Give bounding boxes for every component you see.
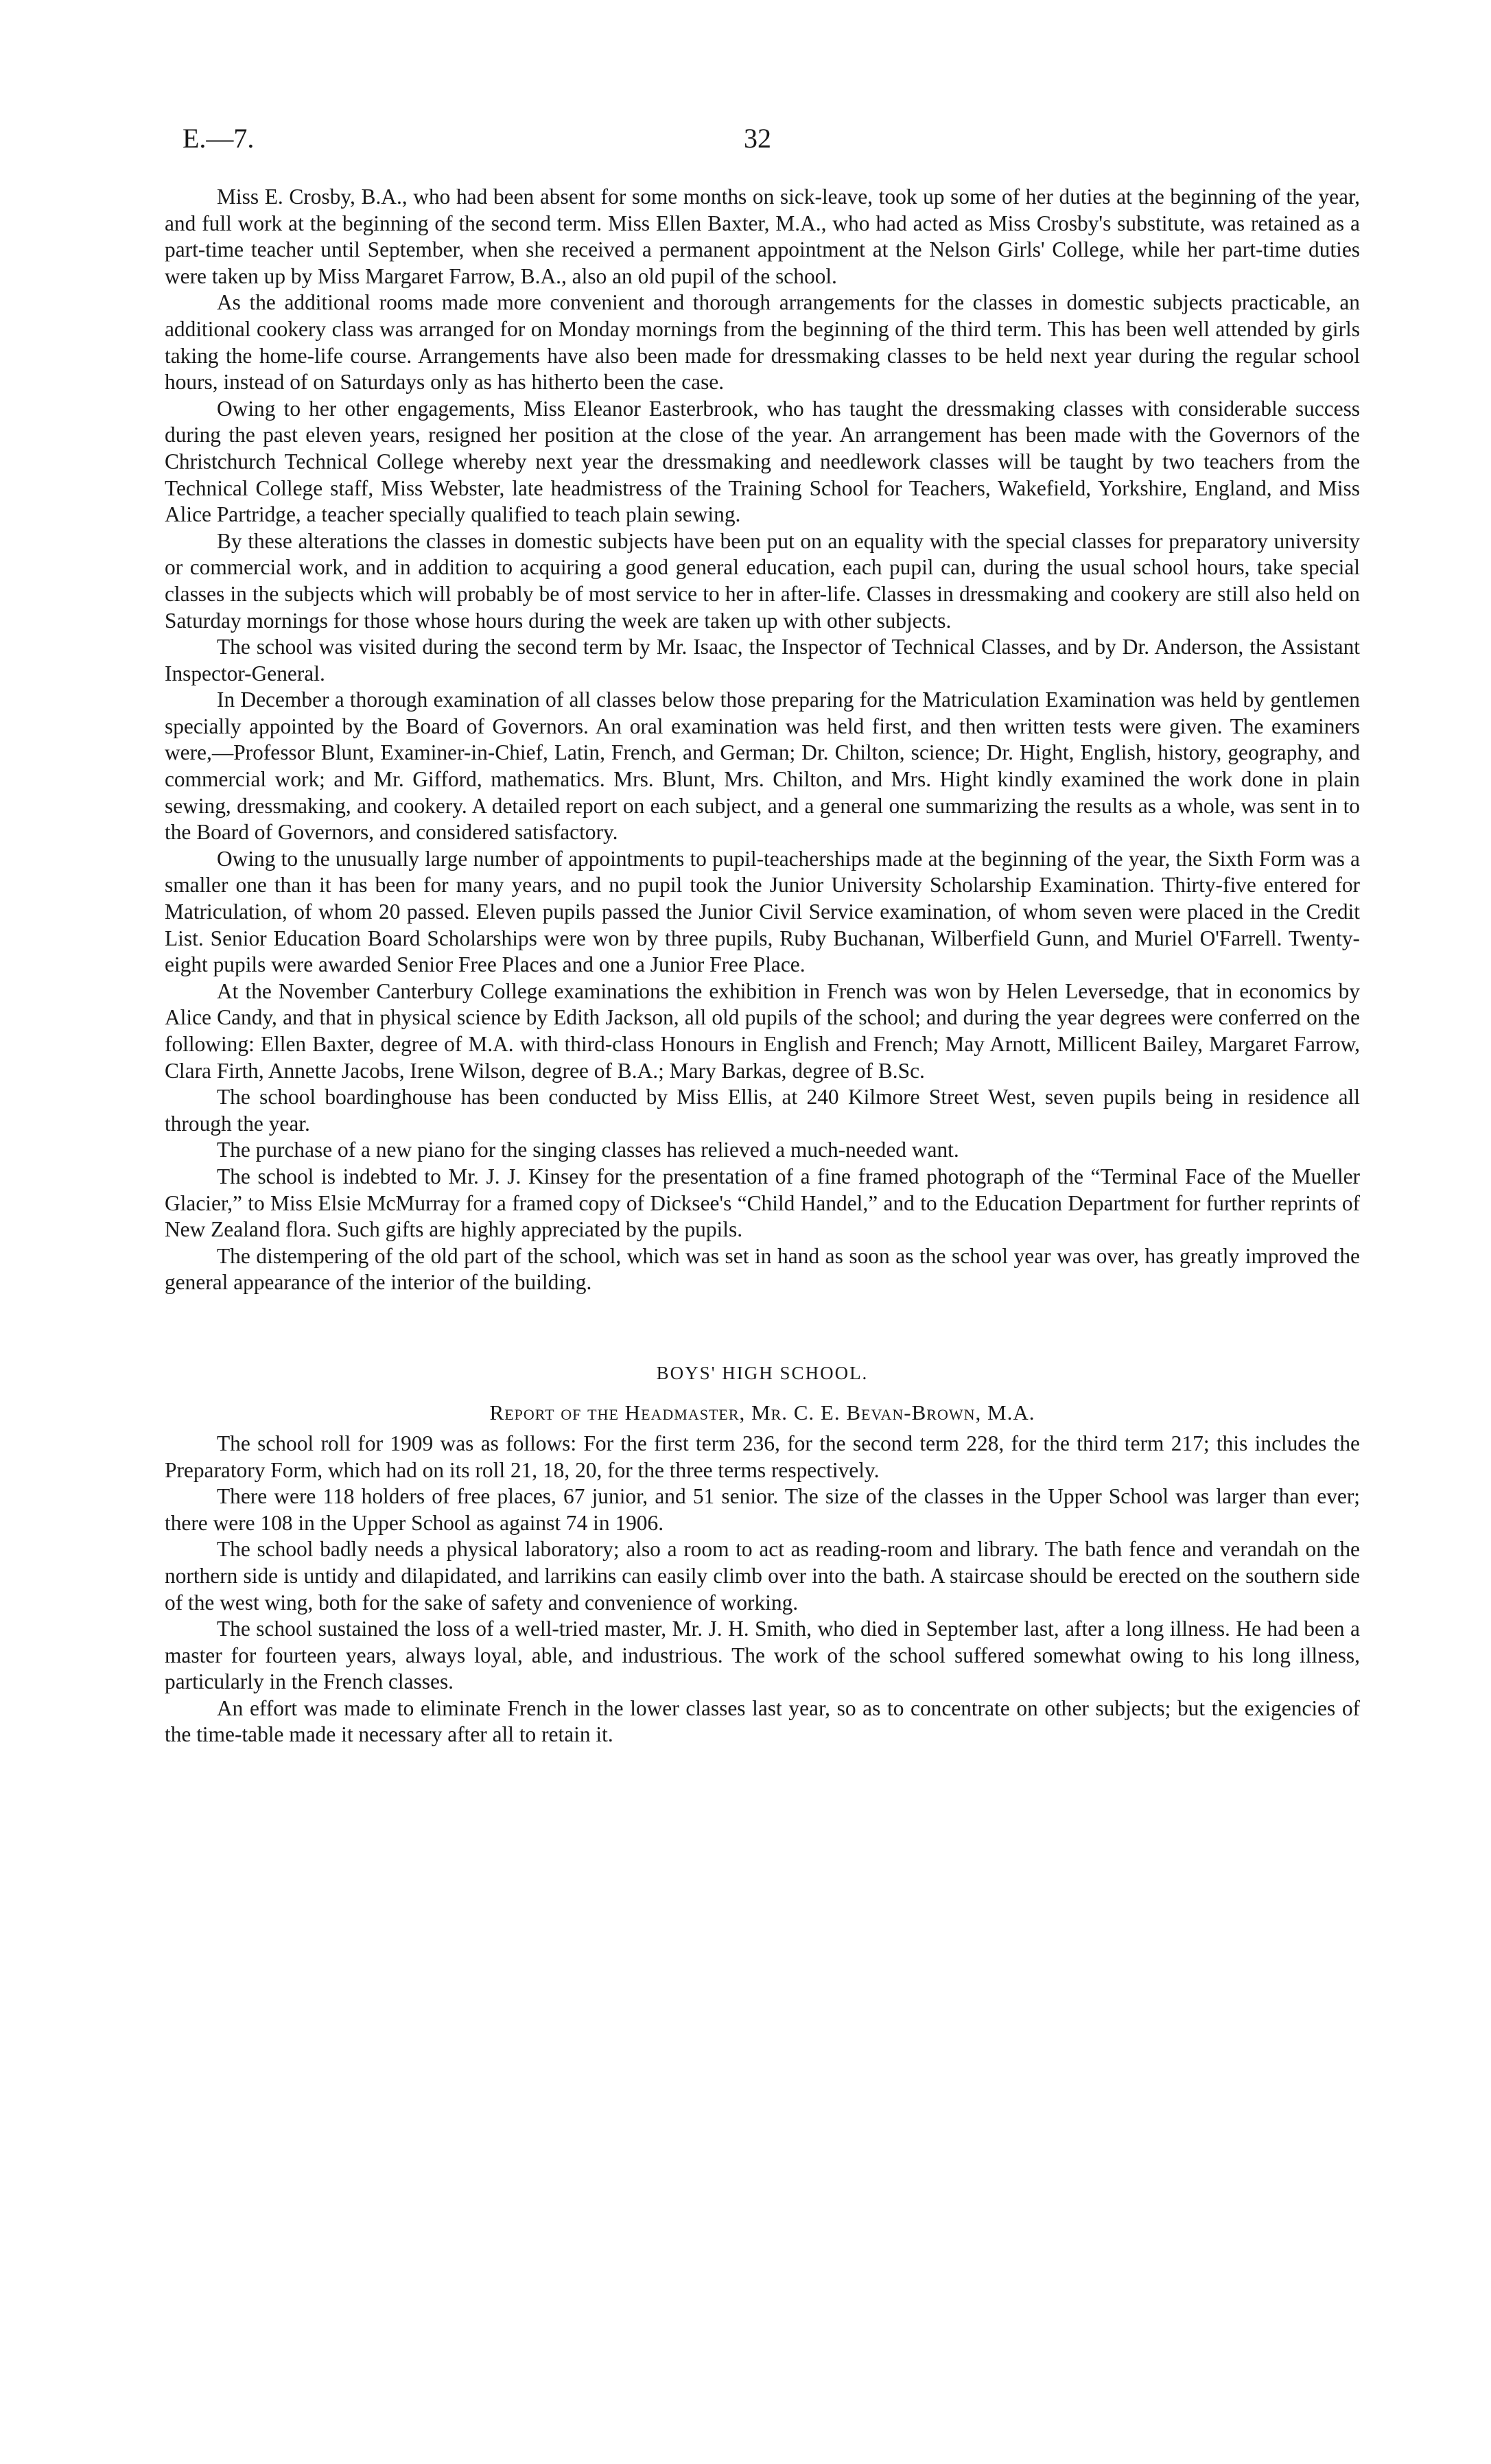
paragraph: Owing to her other engagements, Miss Eleanor Easterbrook, who has taught the dressmaking classes with considerable success during the past eleven years, resigned her position at the close of the year. An arrangement has been made with the Governors of the Christchurch Technical College whereby next year the dressmaking and needlework classes will be taught by two teachers from the Technical College staff, Miss Webster, late headmistress of the Training School for Teachers, Wakefield, Yorkshire, England, and Miss Alice Partridge, a teacher specially qualified to teach plain sewing. [165,396,1360,527]
paragraph: By these alterations the classes in domestic subjects have been put on an equality with the special classes for preparatory university or commercial work, and in addition to acquiring a good general education, each pupil can, during the usual school hours, take special classes in the subjects which will probably be of most service to her in after-life. Classes in dressmaking and cookery are still also held on Saturday mornings for those whose hours during the week are taken up with other subjects. [165,528,1360,633]
paragraph: Owing to the unusually large number of appointments to pupil-teacherships made at the beginning of the year, the Sixth Form was a smaller one than it has been for many years, and no pupil took the Junior University Scholarship Examination. Thirty-five entered for Matriculation, of whom 20 passed. Eleven pupils passed the Junior Civil Service examination, of whom seven were placed in the Credit List. Senior Education Board Scholarships were won by three pupils, Ruby Buchanan, Wilberfield Gunn, and Muriel O'Farrell. Twenty-eight pupils were awarded Senior Free Places and one a Junior Free Place. [165,846,1360,977]
document-reference: E.—7. [183,123,255,154]
page-number: 32 [744,123,771,154]
paragraph: The distempering of the old part of the school, which was set in hand as soon as the school year was over, has greatly improved the general appearance of the interior of the building. [165,1243,1360,1295]
paragraph: The purchase of a new piano for the singing classes has relieved a much-needed want. [217,1138,959,1162]
paragraph: The school was visited during the second term by Mr. Isaac, the Inspector of Technical Classes, and by Dr. Anderson, the Assistant Inspector-General. [165,635,1360,685]
paragraph: As the additional rooms made more convenient and thorough arrangements for the classes in domestic subjects practicable, an additional cookery class was arranged for on Monday mornings from the beginning of the third term. This has been well attended by girls taking the home-life course. Arrangements have also been made for dressmaking classes to be held next year during the regular school hours, instead of on Saturdays only as has hitherto been the case. [165,290,1360,395]
paragraph: The school is indebted to Mr. J. J. Kinsey for the presentation of a fine framed photograph of the “Terminal Face of the Mueller Glacier,” to Miss Elsie McMurray for a framed copy of Dicksee's “Child Handel,” and to the Education Department for further reprints of New Zealand flora. Such gifts are highly appreciated by the pupils. [165,1164,1360,1242]
paragraph: The school sustained the loss of a well-tried master, Mr. J. H. Smith, who died in September last, after a long illness. He had been a master for fourteen years, always loyal, able, and industrious. The work of the school suffered somewhat owing to his long illness, particularly in the French classes. [165,1617,1360,1694]
paragraph: In December a thorough examination of all classes below those preparing for the Matriculation Examination was held by gentlemen specially appointed by the Board of Governors. An oral examination was held first, and then written tests were given. The examiners were,—Professor Blunt, Examiner-in-Chief, Latin, French, and German; Dr. Chilton, science; Dr. Hight, English, history, geography, and commercial work; and Mr. Gifford, mathematics. Mrs. Blunt, Mrs. Chilton, and Mrs. Hight kindly examined the work done in plain sewing, dressmaking, and cookery. A detailed report on each subject, and a general one summarizing the results as a whole, was sent in to the Board of Governors, and considered satisfactory. [165,688,1360,845]
paragraph: Miss E. Crosby, B.A., who had been absent for some months on sick-leave, took up some of her duties at the beginning of the year, and full work at the beginning of the second term. Miss Ellen Baxter, M.A., who had acted as Miss Crosby's substitute, was retained as a part-time teacher until September, when she received a permanent appointment at the Nelson Girls' College, while her part-time duties were taken up by Miss Margaret Farrow, B.A., also an old pupil of the school. [165,185,1360,288]
page-header [183,122,1363,163]
paragraph: The school boardinghouse has been conducted by Miss Ellis, at 240 Kilmore Street West, seven pupils being in residence all through the year. [165,1085,1360,1136]
section-subheading: Report of the Headmaster, Mr. C. E. Bevan-Brown, M.A. [489,1400,1035,1424]
paragraph: At the November Canterbury College examinations the exhibition in French was won by Helen Leversedge, that in economics by Alice Candy, and that in physical science by Edith Jackson, all old pupils of the school; and during the year degrees were conferred on the following: Ellen Baxter, degree of M.A. with third-class Honours in English and French; May Arnott, Millicent Bailey, Margaret Farrow, Clara Firth, Annette Jacobs, Irene Wilson, degree of B.A.; Mary Barkas, degree of B.Sc. [165,978,1360,1083]
paragraph: The school badly needs a physical laboratory; also a room to act as reading-room and library. The bath fence and verandah on the northern side is untidy and dilapidated, and larrikins can easily climb over into the bath. A staircase should be erected on the southern side of the west wing, both for the sake of safety and convenience of working. [165,1537,1360,1615]
document-body [165,184,1360,1748]
section-heading: BOYS' HIGH SCHOOL. [656,1362,869,1383]
paragraph: The school roll for 1909 was as follows: For the first term 236, for the second term 228, for the third term 217; this includes the Preparatory Form, which had on its roll 21, 18, 20, for the three terms respectively. [165,1431,1360,1482]
paragraph: An effort was made to eliminate French in the lower classes last year, so as to concentrate on other subjects; but the exigencies of the time-table made it necessary after all to retain it. [165,1696,1360,1747]
paragraph: There were 118 holders of free places, 67 junior, and 51 senior. The size of the classes in the Upper School was larger than ever; there were 108 in the Upper School as against 74 in 1906. [165,1484,1360,1535]
